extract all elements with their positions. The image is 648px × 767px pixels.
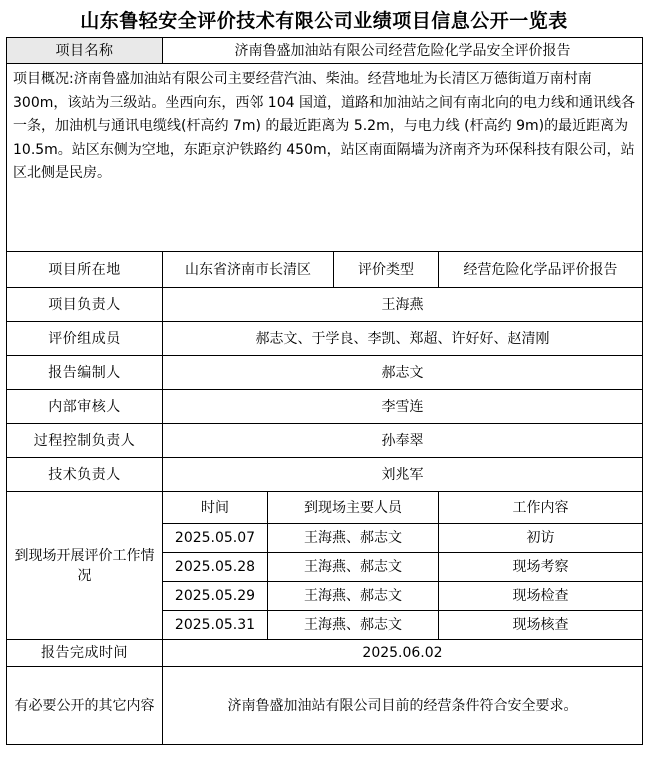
visit-work: 现场检查 xyxy=(439,582,643,611)
team-value: 郝志文、于学良、李凯、郑超、许好好、赵清刚 xyxy=(163,322,643,356)
visits-label: 到现场开展评价工作情况 xyxy=(7,492,163,640)
visit-time: 2025.05.07 xyxy=(163,524,268,553)
info-table xyxy=(6,37,643,745)
team-label: 评价组成员 xyxy=(7,322,163,356)
process-value: 孙奉翠 xyxy=(163,424,643,458)
project-overview: 项目概况:济南鲁盛加油站有限公司主要经营汽油、柴油。经营地址为长清区万德街道万南村南 300m，该站为三级站。坐西向东，西邻 104 国道，道路和加油站之间有南北向的电力线和通讯线各一条，加油机与通讯电缆线(杆高约 7m) 的最近距离为 5.2m，与电力线 (杆高约 9m)的最近距离为 10.5m。站区东侧为空地，东距京沪铁路约 450m，站区南面隔墙为济南齐为环保科技有限公司，站区北侧是民房。 xyxy=(7,64,643,252)
leader-label: 项目负责人 xyxy=(7,288,163,322)
other-row xyxy=(7,667,643,745)
tech-row xyxy=(7,458,643,492)
other-value: 济南鲁盛加油站有限公司目前的经营条件符合安全要求。 xyxy=(163,667,643,745)
visits-header-people: 到现场主要人员 xyxy=(268,492,439,524)
project-name-row xyxy=(7,38,643,64)
visit-people: 王海燕、郝志文 xyxy=(268,611,439,640)
visit-time: 2025.05.31 xyxy=(163,611,268,640)
leader-row xyxy=(7,288,643,322)
location-value: 山东省济南市长清区 xyxy=(163,252,334,288)
process-row xyxy=(7,424,643,458)
project-name-label: 项目名称 xyxy=(7,38,163,64)
reviewer-row xyxy=(7,390,643,424)
visit-time: 2025.05.28 xyxy=(163,553,268,582)
visits-header-row xyxy=(7,492,643,524)
visit-people: 王海燕、郝志文 xyxy=(268,524,439,553)
project-name-value: 济南鲁盛加油站有限公司经营危险化学品安全评价报告 xyxy=(163,38,643,64)
team-row xyxy=(7,322,643,356)
visit-work: 初访 xyxy=(439,524,643,553)
location-label: 项目所在地 xyxy=(7,252,163,288)
visit-people: 王海燕、郝志文 xyxy=(268,582,439,611)
completion-label: 报告完成时间 xyxy=(7,640,163,667)
page-title: 山东鲁轻安全评价技术有限公司业绩项目信息公开一览表 xyxy=(80,10,568,32)
overview-row xyxy=(7,64,643,252)
completion-row xyxy=(7,640,643,667)
completion-value: 2025.06.02 xyxy=(163,640,643,667)
reviewer-label: 内部审核人 xyxy=(7,390,163,424)
location-row xyxy=(7,252,643,288)
author-row xyxy=(7,356,643,390)
visit-time: 2025.05.29 xyxy=(163,582,268,611)
eval-type-value: 经营危险化学品评价报告 xyxy=(439,252,643,288)
eval-type-label: 评价类型 xyxy=(334,252,439,288)
author-label: 报告编制人 xyxy=(7,356,163,390)
author-value: 郝志文 xyxy=(163,356,643,390)
visit-people: 王海燕、郝志文 xyxy=(268,553,439,582)
visit-work: 现场考察 xyxy=(439,553,643,582)
leader-value: 王海燕 xyxy=(163,288,643,322)
tech-label: 技术负责人 xyxy=(7,458,163,492)
tech-value: 刘兆军 xyxy=(163,458,643,492)
other-label: 有必要公开的其它内容 xyxy=(7,667,163,745)
process-label: 过程控制负责人 xyxy=(7,424,163,458)
visit-work: 现场核查 xyxy=(439,611,643,640)
reviewer-value: 李雪连 xyxy=(163,390,643,424)
visits-header-work: 工作内容 xyxy=(439,492,643,524)
visits-header-time: 时间 xyxy=(163,492,268,524)
